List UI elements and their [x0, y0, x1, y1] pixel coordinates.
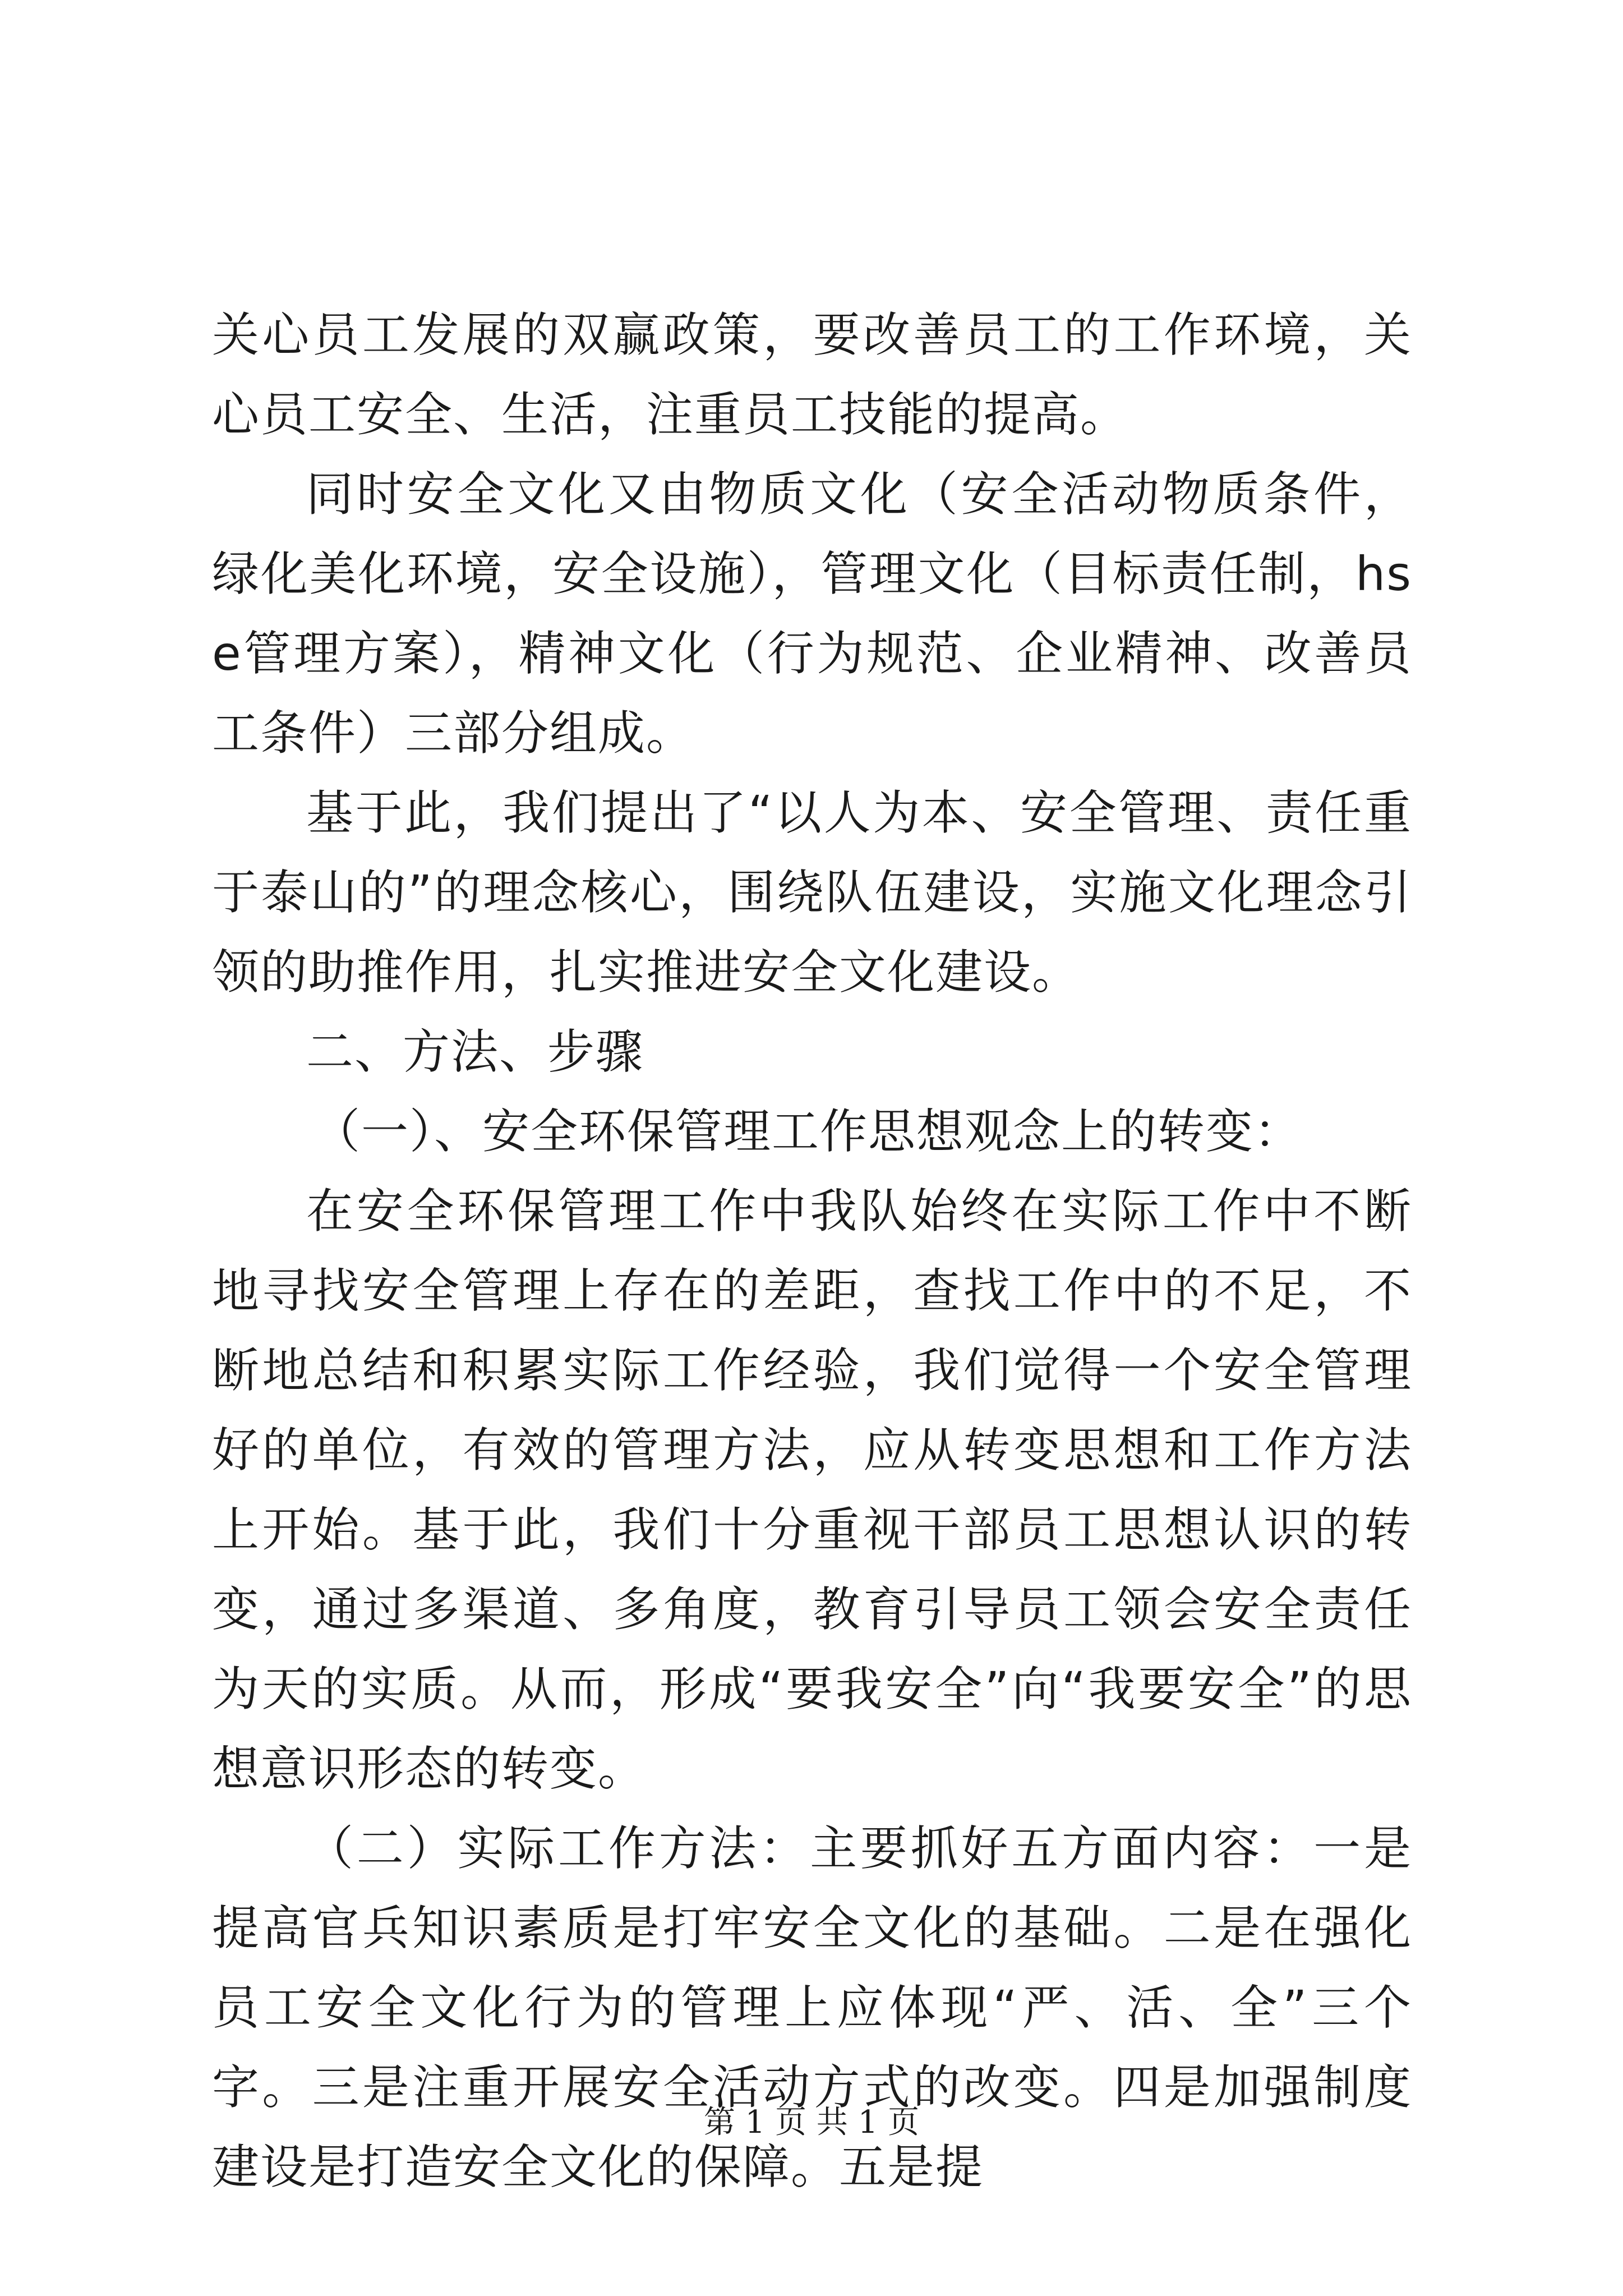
paragraph-3: 基于此，我们提出了“以人为本、安全管理、责任重于泰山的”的理念核心，围绕队伍建设，实施文化理念引领的助推作用，扎实推进安全文化建设。	[212, 785, 1412, 1000]
paragraph-5: （二）实际工作方法：主要抓好五方面内容：一是提高官兵知识素质是打牢安全文化的基础。二是在强化员工安全文化行为的管理上应体现“严、活、全”三个字。三是注重开展安全活动方式的改变。四是加强制度建设是打造安全文化的保障。五是提	[212, 1821, 1412, 2194]
section-heading: 二、方法、步骤	[306, 1024, 644, 1079]
subsection-heading-1: （一）、安全环保管理工作思想观念上的转变：	[313, 1104, 1303, 1159]
page-footer: 第 1 页 共 1 页	[703, 2104, 920, 2141]
paragraph-1: 关心员工发展的双赢政策，要改善员工的工作环境，关心员工安全、生活，注重员工技能的提高。	[212, 307, 1412, 442]
paragraph-2: 同时安全文化又由物质文化（安全活动物质条件，绿化美化环境，安全设施），管理文化（目标责任制，hse管理方案），精神文化（行为规范、企业精神、改善员工条件）三部分组成。	[212, 467, 1412, 761]
document-body	[212, 295, 1412, 2207]
paragraph-4: 在安全环保管理工作中我队始终在实际工作中不断地寻找安全管理上存在的差距，查找工作中的不足，不断地总结和积累实际工作经验，我们觉得一个安全管理好的单位，有效的管理方法，应从转变思想和工作方法上开始。基于此，我们十分重视干部员工思想认识的转变，通过多渠道、多角度，教育引导员工领会安全责任为天的实质。从而，形成“要我安全”向“我要安全”的思想意识形态的转变。	[212, 1184, 1412, 1796]
